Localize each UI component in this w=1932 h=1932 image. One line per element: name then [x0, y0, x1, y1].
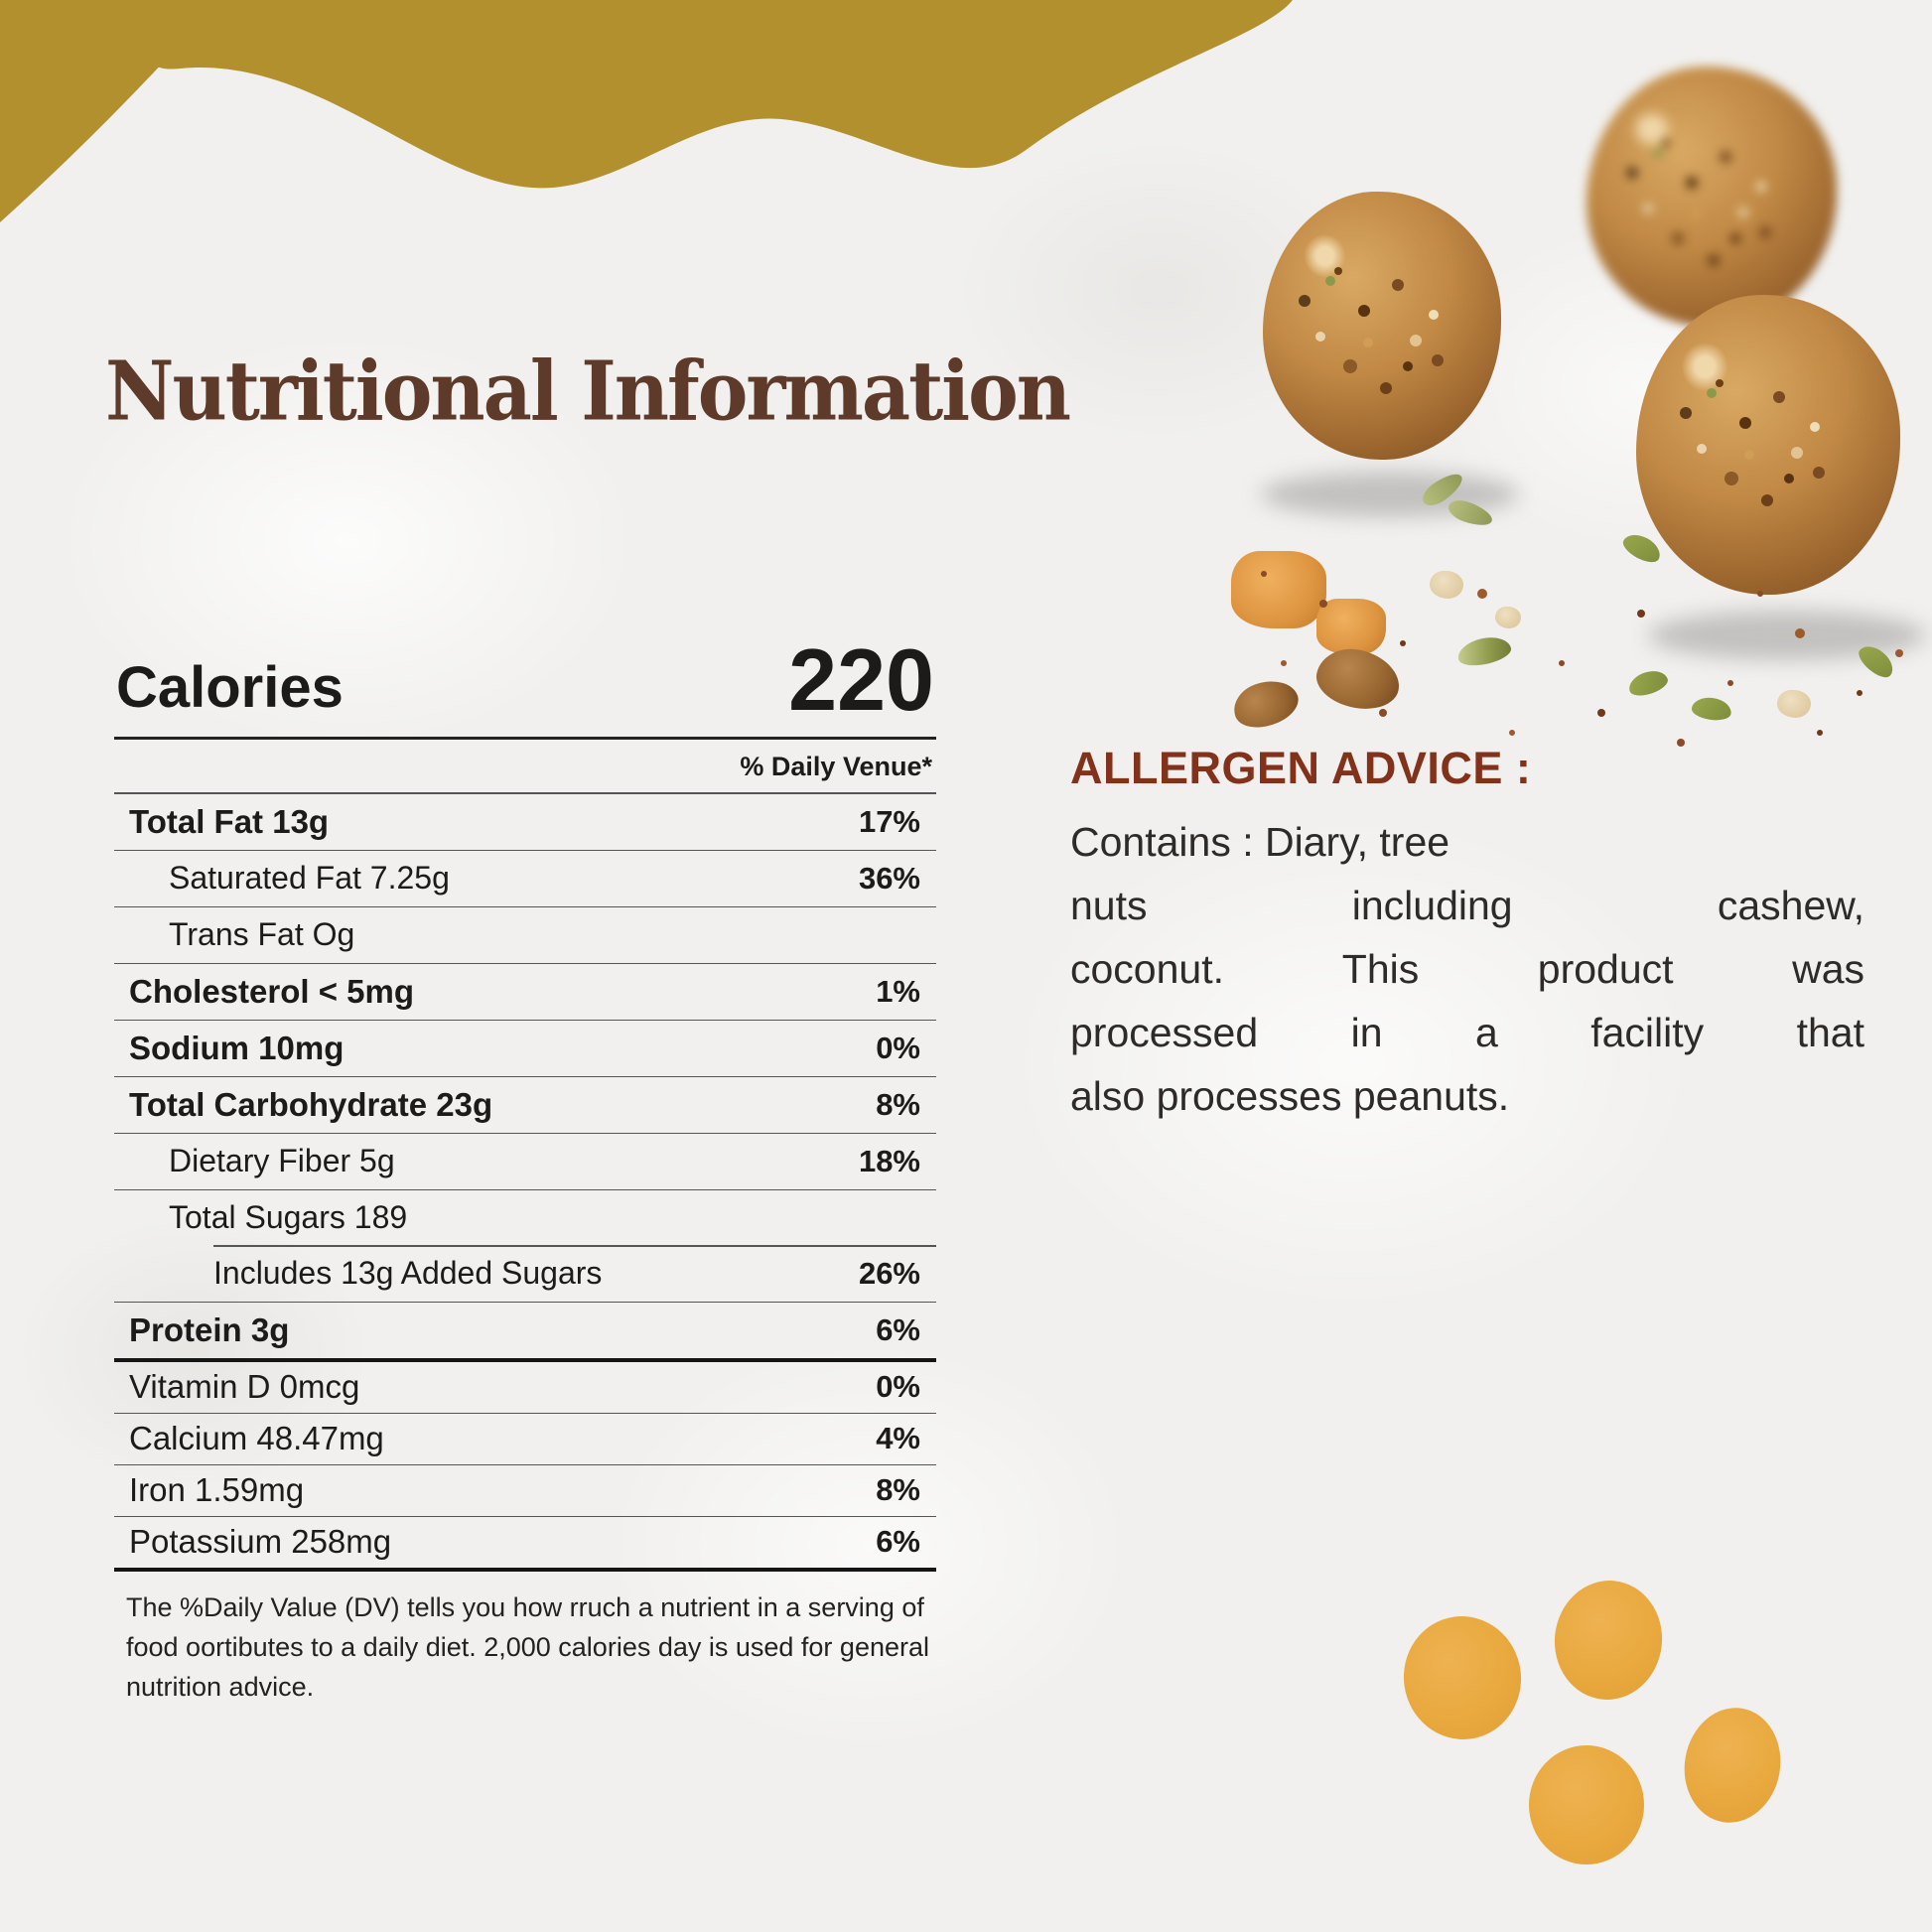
nutrient-label: Sodium 10mg [129, 1029, 345, 1066]
energy-ball-right [1636, 295, 1900, 595]
nutrient-dv-value: 18% [858, 1143, 920, 1178]
crumb-piece [1495, 607, 1521, 628]
nutrient-label: Total Sugars 189 [169, 1199, 408, 1236]
allergen-line: coconut. This product was [1070, 946, 1864, 992]
pumpkin-seed [1619, 529, 1665, 567]
apricot-piece [1316, 599, 1386, 654]
nutrient-dv-value: 1% [876, 973, 920, 1009]
nutrient-label: Total Carbohydrate 23g [129, 1085, 493, 1123]
calories-value: 220 [788, 630, 934, 729]
nutrient-label: Cholesterol < 5mg [129, 972, 414, 1010]
nutrition-rows [114, 792, 936, 1362]
gold-wave-decoration [0, 0, 1350, 318]
nutrition-row [114, 794, 936, 851]
nutrition-row [114, 1465, 936, 1517]
gold-wave-shape [0, 0, 1350, 318]
nutrition-facts-panel [114, 630, 936, 1733]
nutrition-row [114, 1246, 936, 1303]
nutrient-dv-value: 6% [876, 1311, 920, 1347]
allergen-body [1070, 810, 1864, 1128]
crumb-piece [1777, 690, 1811, 718]
allergen-line: Contains : Diary, tree [1070, 819, 1450, 865]
nutrient-label: Protein 3g [129, 1311, 290, 1348]
calories-row [114, 630, 936, 729]
nutrient-dv-value: 17% [858, 803, 920, 839]
nutrition-row [114, 1362, 936, 1414]
nutrition-row [114, 1517, 936, 1572]
allergen-advice-section [1070, 743, 1864, 1128]
paw-dot [1676, 1701, 1790, 1831]
walnut-piece [1311, 642, 1405, 716]
energy-ball-blurred [1587, 67, 1837, 327]
allergen-line: nuts including cashew, [1070, 883, 1864, 928]
nutrition-row [114, 1190, 936, 1246]
nutrient-label: Saturated Fat 7.25g [169, 860, 450, 897]
product-photo [1221, 55, 1932, 730]
nutrient-dv-value: 26% [858, 1255, 920, 1291]
nutrient-label: Dietary Fiber 5g [169, 1143, 395, 1179]
nutrient-dv-value: 0% [876, 1369, 920, 1405]
nutrient-dv-value: 36% [858, 860, 920, 896]
nutrient-label: Trans Fat Og [169, 916, 355, 953]
scattered-seeds [1261, 571, 1267, 577]
pumpkin-seed [1626, 666, 1671, 699]
nutrient-label: Iron 1.59mg [129, 1471, 305, 1509]
apricot-piece [1231, 551, 1326, 628]
nutrient-label: Potassium 258mg [129, 1523, 392, 1561]
pistachio-piece [1455, 633, 1513, 670]
nutrition-row [114, 1021, 936, 1077]
walnut-piece [1228, 673, 1304, 735]
allergen-line: processed in a facility that [1070, 1010, 1864, 1055]
nutrient-dv-value: 8% [876, 1472, 920, 1508]
nutrient-label: Vitamin D 0mcg [129, 1368, 360, 1406]
paw-dot [1529, 1745, 1644, 1864]
pumpkin-seed [1691, 695, 1733, 722]
nutrition-row [114, 1077, 936, 1134]
paw-dot [1549, 1576, 1668, 1706]
nutrient-label: Calcium 48.47mg [129, 1420, 384, 1457]
daily-value-footnote: The %Daily Value (DV) tells you how rruch a nutrient in a serving of food oortibutes to a daily diet. 2,000 calories day is used for general nutrition advice. [126, 1591, 929, 1702]
nutrition-row [114, 964, 936, 1021]
allergen-line: also processes peanuts. [1070, 1073, 1510, 1119]
nutrition-row [114, 1134, 936, 1190]
calories-label: Calories [116, 654, 344, 720]
nutrient-label: Includes 13g Added Sugars [213, 1255, 603, 1292]
nutrition-row [114, 907, 936, 964]
nutrient-dv-value: 8% [876, 1086, 920, 1122]
crumb-piece [1430, 571, 1463, 599]
nutrient-dv-value: 4% [876, 1421, 920, 1456]
nutrition-row [114, 1303, 936, 1362]
nutrient-label: Total Fat 13g [129, 802, 330, 840]
nutrient-dv-value: 6% [876, 1524, 920, 1560]
nutrient-dv-value: 0% [876, 1030, 920, 1065]
paw-dot [1396, 1608, 1529, 1746]
nutrition-row [114, 851, 936, 907]
energy-ball-left [1263, 192, 1501, 460]
nutrition-row [114, 1414, 936, 1465]
page-title: Nutritional Information [105, 344, 1070, 440]
daily-value-header: % Daily Venue* [740, 751, 932, 781]
vitamin-rows [114, 1362, 936, 1572]
allergen-heading: ALLERGEN ADVICE : [1070, 743, 1532, 793]
